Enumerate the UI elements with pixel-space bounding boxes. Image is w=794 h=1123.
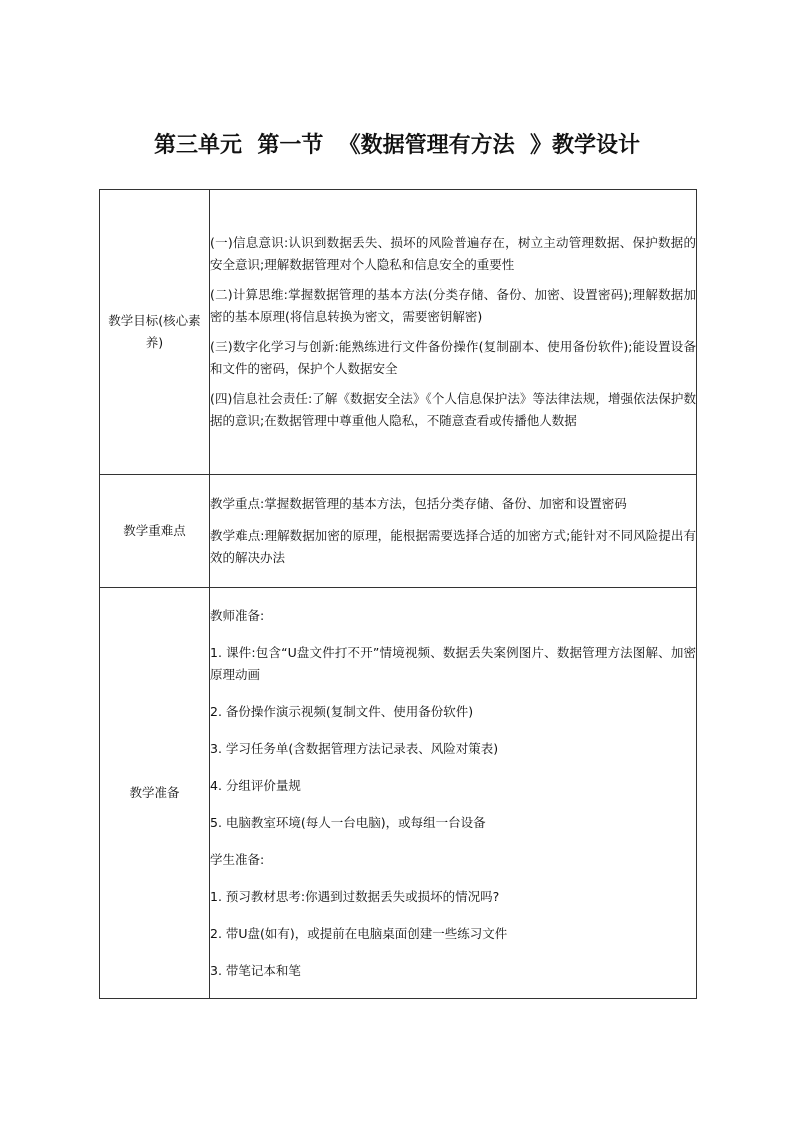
table-row-key-points: [100, 475, 697, 588]
table-row-teaching-goals: [100, 190, 697, 475]
prep-item: 4. 分组评价量规: [210, 777, 301, 793]
prep-item: 1. 预习教材思考:你遇到过数据丢失或损坏的情况吗?: [210, 888, 500, 904]
key-points-label: 教学重难点: [100, 475, 210, 588]
key-points-content: [210, 475, 697, 588]
prep-item: 3. 带笔记本和笔: [210, 962, 301, 978]
key-point-item: 教学重点:掌握数据管理的基本方法，包括分类存储、备份、加密和设置密码: [210, 496, 627, 511]
goal-item: (三)数字化学习与创新:能熟练进行文件备份操作(复制副本、使用备份软件);能设置设备和文件的密码，保护个人数据安全: [210, 339, 696, 376]
lesson-plan-table: [99, 189, 697, 999]
goal-item: (四)信息社会责任:了解《数据安全法》《个人信息保护法》等法律法规，增强依法保护数据的意识;在数据管理中尊重他人隐私，不随意查看或传播他人数据: [210, 391, 696, 428]
prep-item: 1. 课件:包含“U盘文件打不开”情境视频、数据丢失案例图片、数据管理方法图解、加密原理动画: [210, 644, 696, 682]
goal-item: (一)信息意识:认识到数据丢失、损坏的风险普遍存在，树立主动管理数据、保护数据的安全意识;理解数据管理对个人隐私和信息安全的重要性: [210, 235, 696, 272]
preparation-content: [210, 588, 697, 999]
prep-item: 3. 学习任务单(含数据管理方法记录表、风险对策表): [210, 740, 499, 756]
difficult-point-item: 教学难点:理解数据加密的原理，能根据需要选择合适的加密方式;能针对不同风险提出有效的解决办法: [210, 528, 696, 565]
student-prep-heading: 学生准备:: [210, 851, 265, 867]
teaching-goals-content: [210, 190, 697, 475]
goal-item: (二)计算思维:掌握数据管理的基本方法(分类存储、备份、加密、设置密码);理解数据加密的基本原理(将信息转换为密文，需要密钥解密): [210, 287, 696, 324]
table-row-preparation: [100, 588, 697, 999]
teacher-prep-heading: 教师准备:: [210, 607, 265, 623]
teaching-goals-label: 教学目标(核心素养): [100, 190, 210, 475]
prep-item: 2. 备份操作演示视频(复制文件、使用备份软件): [210, 703, 474, 719]
prep-item: 2. 带U盘(如有)，或提前在电脑桌面创建一些练习文件: [210, 925, 508, 941]
page-title: 第三单元 第一节 《数据管理有方法 》教学设计: [154, 133, 640, 158]
preparation-label: 教学准备: [100, 588, 210, 999]
prep-item: 5. 电脑教室环境(每人一台电脑)，或每组一台设备: [210, 814, 486, 830]
